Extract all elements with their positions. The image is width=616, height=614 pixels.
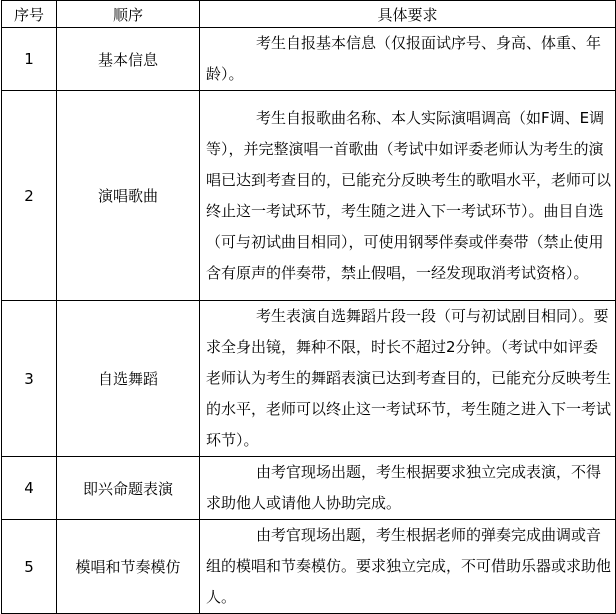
header-number: 序号 [2,1,57,28]
row-item: 基本信息 [57,28,200,91]
table-row [2,301,616,457]
row-requirement: 由考官现场出题，考生根据要求独立完成表演，不得求助他人或请他人协助完成。 [200,457,616,520]
row-number: 5 [2,520,57,614]
header-requirements: 具体要求 [200,1,616,28]
row-number: 4 [2,457,57,520]
row-number: 2 [2,91,57,301]
row-item: 模唱和节奏模仿 [57,520,200,614]
header-order: 顺序 [57,1,200,28]
row-number: 3 [2,301,57,457]
header-row [2,1,616,28]
table-row [2,457,616,520]
table-row [2,520,616,614]
requirements-table [1,0,616,614]
row-item: 演唱歌曲 [57,91,200,301]
row-requirement: 由考官现场出题，考生根据老师的弹奏完成曲调或音组的模唱和节奏模仿。要求独立完成，不可借助乐器或求助他人。 [200,520,616,614]
row-requirement: 考生表演自选舞蹈片段一段（可与初试剧目相同）。要求全身出镜，舞种不限，时长不超过2分钟。（考试中如评委老师认为考生的舞蹈表演已达到考查目的，已能充分反映考生的水平，老师可以终止这一考试环节，考生随之进入下一考试环节）。 [200,301,616,457]
row-requirement: 考生自报歌曲名称、本人实际演唱调高（如F调、E调等），并完整演唱一首歌曲（考试中如评委老师认为考生的演唱已达到考查目的，已能充分反映考生的歌唱水平，老师可以终止这一考试环节，考生随之进入下一考试环节）。曲目自选（可与初试曲目相同），可使用钢琴伴奏或伴奏带（禁止使用含有原声的伴奏带，禁止假唱，一经发现取消考试资格）。 [200,91,616,301]
table-row [2,91,616,301]
table-row [2,28,616,91]
row-number: 1 [2,28,57,91]
row-requirement: 考生自报基本信息（仅报面试序号、身高、体重、年龄）。 [200,28,616,91]
row-item: 自选舞蹈 [57,301,200,457]
row-item: 即兴命题表演 [57,457,200,520]
